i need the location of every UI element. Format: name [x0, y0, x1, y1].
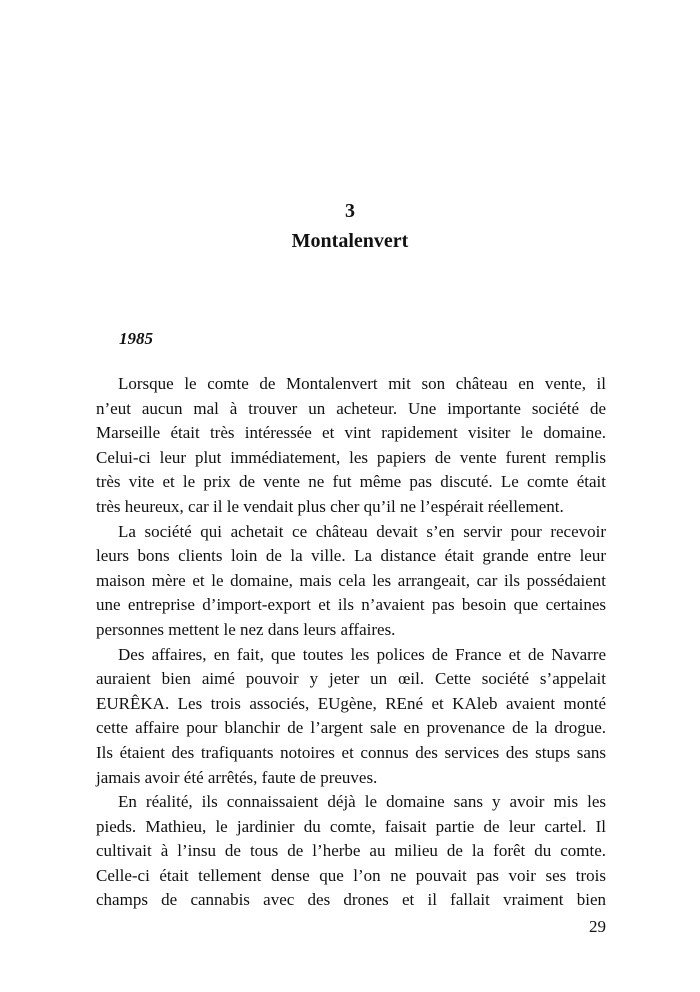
- page-number: 29: [589, 917, 606, 936]
- text-line: maison mère et le domaine, mais cela les arrangeait, car ils possédaient: [96, 570, 606, 590]
- text-line: leurs bons clients loin de la ville. La distance était grande entre leur: [96, 546, 606, 566]
- text-line: n’eut aucun mal à trouver un acheteur. Une importante société de: [96, 398, 606, 418]
- text-line: jamais avoir été arrêtés, faute de preuves.: [96, 767, 378, 787]
- text-line: Celui-ci leur plut immédiatement, les papiers de vente furent remplis: [96, 447, 606, 467]
- chapter-number: 3: [345, 200, 355, 222]
- text-line: Celle-ci était tellement dense que l’on ne pouvait pas voir ses trois: [96, 865, 606, 885]
- text-line: cette affaire pour blanchir de l’argent sale en provenance de la drogue.: [96, 718, 606, 738]
- text-line: très heureux, car il le vendait plus cher qu’il ne l’espérait réellement.: [96, 496, 564, 516]
- body-text: [96, 372, 606, 913]
- text-line: En réalité, ils connaissaient déjà le domaine sans y avoir mis les: [118, 792, 606, 812]
- text-line: Des affaires, en fait, que toutes les polices de France et de Navarre: [118, 644, 606, 664]
- text-line: Ils étaient des trafiquants notoires et connus des services des stups sans: [96, 742, 606, 762]
- section-date: 1985: [119, 329, 153, 348]
- text-line: cultivait à l’insu de tous de l’herbe au milieu de la forêt du comte.: [96, 841, 606, 861]
- text-line: auraient bien aimé pouvoir y jeter un œil. Cette société s’appelait: [96, 669, 606, 689]
- text-line: La société qui achetait ce château devait s’en servir pour recevoir: [118, 521, 606, 541]
- text-line: une entreprise d’import-export et ils n’avaient pas besoin que certaines: [96, 595, 606, 615]
- text-line: Lorsque le comte de Montalenvert mit son château en vente, il: [118, 374, 606, 393]
- text-line: très vite et le prix de vente ne fut même pas discuté. Le comte était: [96, 472, 606, 492]
- text-line: personnes mettent le nez dans leurs affaires.: [96, 619, 396, 639]
- text-line: champs de cannabis avec des drones et il fallait vraiment bien: [96, 890, 606, 910]
- text-line: pieds. Mathieu, le jardinier du comte, faisait partie de leur cartel. Il: [96, 816, 606, 836]
- text-line: Marseille était très intéressée et vint rapidement visiter le domaine.: [96, 423, 606, 443]
- chapter-title: Montalenvert: [291, 230, 409, 252]
- text-line: EURÊKA. Les trois associés, EUgène, REné et KAleb avaient monté: [96, 693, 606, 713]
